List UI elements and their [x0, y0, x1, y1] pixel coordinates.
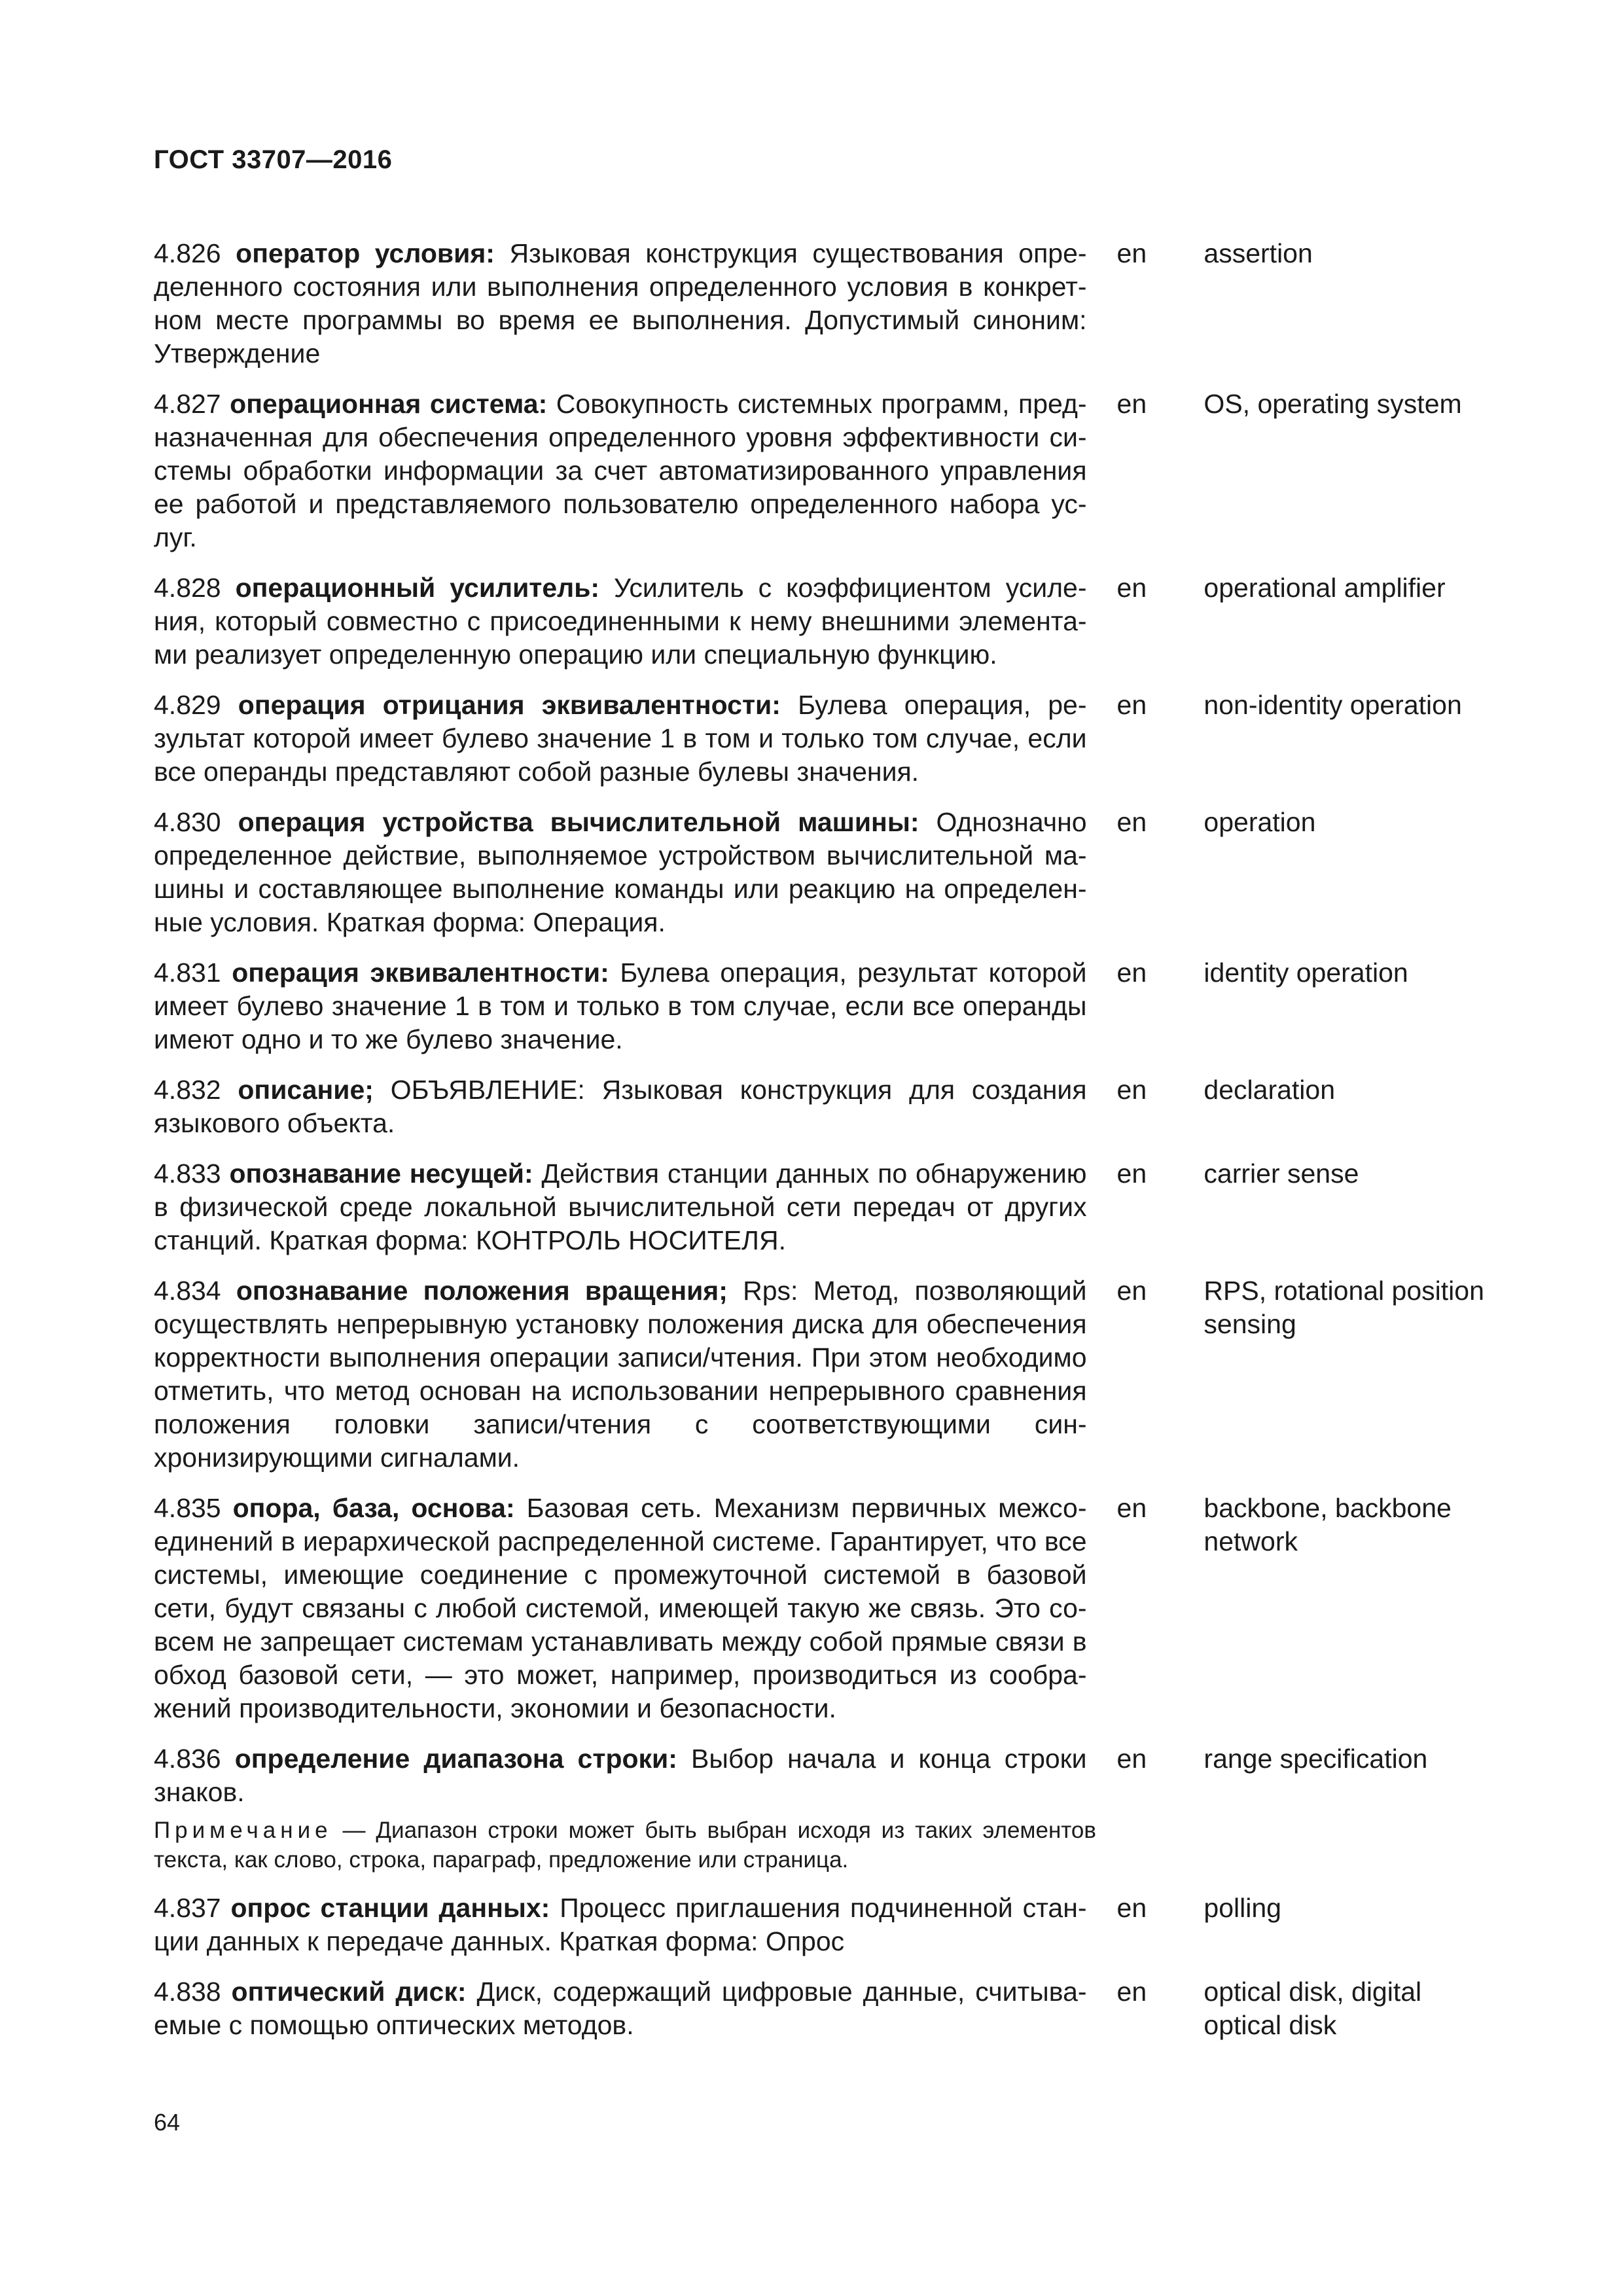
- definition-text: Булева операция, результат которой имеет булево значение 1 в том и только том случае, если все операнды представляют собой разные булевы значения.: [154, 690, 1087, 787]
- definition-text: Диск, содержащий цифровые данные, считываемые с помощью оптических методов.: [154, 1977, 1087, 2040]
- english-term: assertion: [1204, 238, 1313, 268]
- definition-text: Совокупность системных программ, предназначенная для обеспечения определенного уровня эффективности системы обработки информации за счет автоматизированного управления ее работой и представляемого пользователю определенного набора услуг.: [154, 389, 1087, 552]
- definition: [154, 1274, 1087, 1475]
- language-code: en: [1116, 1744, 1147, 1774]
- english-term: declaration: [1204, 1075, 1335, 1105]
- definition: [154, 237, 1087, 370]
- entry-number: 4.832: [154, 1075, 221, 1105]
- entry-number: 4.826: [154, 238, 221, 268]
- term-entry: [154, 571, 1489, 672]
- definition-text: Процесс приглашения подчиненной станции данных к передаче данных. Краткая форма: Опрос: [154, 1893, 1087, 1956]
- document-header: ГОСТ 33707—2016: [154, 145, 393, 174]
- definition-text: Базовая сеть. Механизм первичных межсоединений в иерархической распределенной системе. Гарантирует, что все системы, имеющие соединение с промежуточной системой в базовой сети, будут связаны с любой системой, имеющей такую же связь. Это совсем не запрещает системам устанавливать между собой прямые связи в обход базовой сети, — это может, например, производиться из соображений производительности, экономии и безопасности.: [154, 1493, 1087, 1723]
- language-code: en: [1116, 1893, 1147, 1923]
- language-code: en: [1116, 807, 1147, 837]
- page-number: 64: [154, 2109, 181, 2136]
- definition-text: ОБЪЯВЛЕНИЕ: Языковая конструкция для создания языкового объекта.: [154, 1075, 1087, 1138]
- term: операционная система:: [230, 389, 548, 419]
- term: операционный усилитель:: [235, 573, 600, 603]
- language-code: en: [1116, 690, 1147, 720]
- definition-text: Усилитель с коэффициентом усиления, который совместно с присоединенными к нему внешними элементами реализует определенную операцию или специальную функцию.: [154, 573, 1087, 670]
- term: оператор условия:: [236, 238, 495, 268]
- english-term: operational amplifier: [1204, 573, 1446, 603]
- term-entry: [154, 689, 1489, 789]
- entry-number: 4.837: [154, 1893, 221, 1923]
- term: оптический диск:: [231, 1977, 467, 2007]
- entry-number: 4.835: [154, 1493, 221, 1523]
- english-term: RPS, rotational position sensing: [1204, 1276, 1484, 1339]
- language-code: en: [1116, 573, 1147, 603]
- definition: [154, 806, 1087, 939]
- definition: [154, 1157, 1087, 1257]
- definition: [154, 1742, 1087, 1809]
- term-entry: [154, 1274, 1489, 1475]
- language-code: en: [1116, 1493, 1147, 1523]
- term: опора, база, основа:: [232, 1493, 515, 1523]
- term-entry: [154, 1492, 1489, 1725]
- definition: [154, 1892, 1087, 1958]
- term-entry: [154, 1742, 1489, 1809]
- entry-number: 4.828: [154, 573, 221, 603]
- definition-text: Однозначно определенное действие, выполняемое устройством вычислительной машины и составляющее выполнение команды или реакцию на определенные условия. Краткая форма: Операция.: [154, 807, 1087, 937]
- entry-number: 4.830: [154, 807, 221, 837]
- language-code: en: [1116, 1075, 1147, 1105]
- entry-number: 4.829: [154, 690, 221, 720]
- entry-number: 4.836: [154, 1744, 221, 1774]
- term: определение диапазона строки:: [234, 1744, 677, 1774]
- language-code: en: [1116, 389, 1147, 419]
- note-text: — Диапазон строки может быть выбран исходя из таких элементов текста, как слово, строка, параграф, предложение или страница.: [154, 1818, 1096, 1873]
- definition-text: Действия станции данных по обнаружению в физической среде локальной вычислительной сети передач от других станций. Краткая форма: КОНТРОЛЬ НОСИТЕЛЯ.: [154, 1158, 1087, 1255]
- term: операция эквивалентности:: [232, 958, 609, 988]
- english-term: non-identity operation: [1204, 690, 1462, 720]
- definition: [154, 387, 1087, 554]
- language-code: en: [1116, 1977, 1147, 2007]
- term-entry: [154, 1975, 1489, 2042]
- english-term: operation: [1204, 807, 1316, 837]
- english-term: carrier sense: [1204, 1158, 1359, 1189]
- term-entry: [154, 237, 1489, 370]
- term: описание;: [238, 1075, 374, 1105]
- entry-note: [154, 1816, 1096, 1874]
- definition: [154, 1975, 1087, 2042]
- term: опознавание положения вращения;: [236, 1276, 728, 1306]
- language-code: en: [1116, 958, 1147, 988]
- definition: [154, 1492, 1087, 1725]
- term-entry: [154, 1892, 1489, 1958]
- term-list: [154, 237, 1489, 2059]
- entry-number: 4.831: [154, 958, 221, 988]
- term-entry: [154, 1157, 1489, 1257]
- term: операция устройства вычислительной машины:: [238, 807, 919, 837]
- language-code: en: [1116, 238, 1147, 268]
- term-entry: [154, 806, 1489, 939]
- term: операция отрицания эквивалентности:: [238, 690, 781, 720]
- definition-text: Булева операция, результат которой имеет булево значение 1 в том и только в том случае, если все операнды имеют одно и то же булево значение.: [154, 958, 1087, 1054]
- definition-text: Языковая конструкция существования определенного состояния или выполнения определенного условия в конкретном месте программы во время ее выполнения. Допустимый синоним: Утверждение: [154, 238, 1087, 368]
- term-entry: [154, 1073, 1489, 1140]
- definition: [154, 1073, 1087, 1140]
- term-entry: [154, 956, 1489, 1056]
- definition: [154, 571, 1087, 672]
- english-term: optical disk, digital optical disk: [1204, 1977, 1422, 2040]
- definition: [154, 956, 1087, 1056]
- definition-text: Выбор начала и конца строки знаков.: [154, 1744, 1087, 1807]
- language-code: en: [1116, 1158, 1147, 1189]
- language-code: en: [1116, 1276, 1147, 1306]
- definition: [154, 689, 1087, 789]
- note-label: Примечание: [154, 1818, 332, 1843]
- entry-number: 4.838: [154, 1977, 221, 2007]
- entry-number: 4.834: [154, 1276, 221, 1306]
- term-entry: [154, 387, 1489, 554]
- english-term: OS, operating system: [1204, 389, 1462, 419]
- english-term: range specification: [1204, 1744, 1428, 1774]
- english-term: backbone, backbone network: [1204, 1493, 1452, 1556]
- term: опрос станции данных:: [230, 1893, 550, 1923]
- english-term: polling: [1204, 1893, 1281, 1923]
- entry-number: 4.827: [154, 389, 221, 419]
- term: опознавание несущей:: [229, 1158, 533, 1189]
- definition-text: Rps: Метод, позволяющий осуществлять непрерывную установку положения диска для обеспечения корректности выполнения операции записи/чтения. При этом необходимо отметить, что метод основан на использовании непрерывного сравнения положения головки записи/чтения с соответствующими синхронизирующими сигналами.: [154, 1276, 1087, 1473]
- entry-number: 4.833: [154, 1158, 221, 1189]
- english-term: identity operation: [1204, 958, 1408, 988]
